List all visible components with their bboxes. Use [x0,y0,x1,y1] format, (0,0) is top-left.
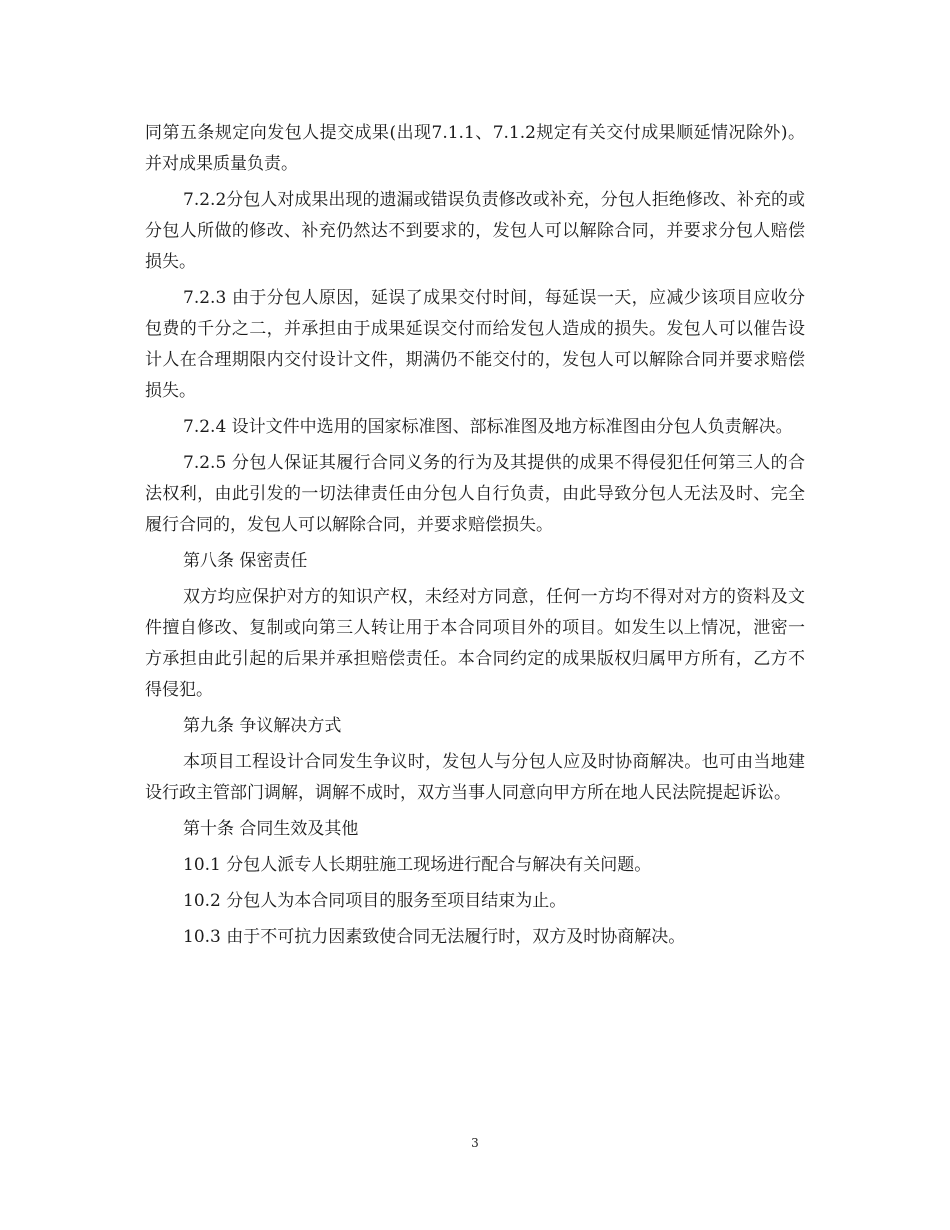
paragraph-clause-7-2-5: 7.2.5 分包人保证其履行合同义务的行为及其提供的成果不得侵犯任何第三人的合法权利，由此引发的一切法律责任由分包人自行负责，由此导致分包人无法及时、完全履行合同的，发包人可以解除合同，并要求赔偿损失。 [145,453,805,535]
page-number: 3 [471,1136,479,1150]
paragraph-clause-10-1: 10.1 分包人派专人长期驻施工现场进行配合与解决有关问题。 [183,855,652,875]
section-heading-article-9: 第九条 争议解决方式 [183,716,342,736]
paragraph-clause-7-2-3: 7.2.3 由于分包人原因，延误了成果交付时间，每延误一天，应减少该项目应收分包费的千分之二，并承担由于成果延误交付而给发包人造成的损失。发包人可以催告设计人在合理期限内交付设计文件，期满仍不能交付的，发包人可以解除合同并要求赔偿损失。 [145,288,805,401]
paragraph-continuation: 同第五条规定向发包人提交成果(出现7.1.1、7.1.2规定有关交付成果顺延情况除外)。并对成果质量负责。 [145,123,805,174]
paragraph-clause-10-2: 10.2 分包人为本合同项目的服务至项目结束为止。 [183,891,567,911]
paragraph-clause-7-2-4: 7.2.4 设计文件中选用的国家标准图、部标准图及地方标准图由分包人负责解决。 [183,417,793,437]
paragraph-clause-10-3: 10.3 由于不可抗力因素致使合同无法履行时，双方及时协商解决。 [183,927,686,947]
section-heading-article-8: 第八条 保密责任 [183,551,308,571]
section-heading-article-10: 第十条 合同生效及其他 [183,819,359,839]
paragraph-dispute-resolution: 本项目工程设计合同发生争议时，发包人与分包人应及时协商解决。也可由当地建设行政主管部门调解，调解不成时，双方当事人同意向甲方所在地人民法院提起诉讼。 [145,752,805,803]
paragraph-confidentiality: 双方均应保护对方的知识产权，未经对方同意，任何一方均不得对对方的资料及文件擅自修改、复制或向第三人转让用于本合同项目外的项目。如发生以上情况，泄密一方承担由此引起的后果并承担赔偿责任。本合同约定的成果版权归属甲方所有，乙方不得侵犯。 [145,587,805,700]
document-body [145,118,805,958]
paragraph-clause-7-2-2: 7.2.2分包人对成果出现的遗漏或错误负责修改或补充，分包人拒绝修改、补充的或分包人所做的修改、补充仍然达不到要求的，发包人可以解除合同，并要求分包人赔偿损失。 [145,190,805,272]
